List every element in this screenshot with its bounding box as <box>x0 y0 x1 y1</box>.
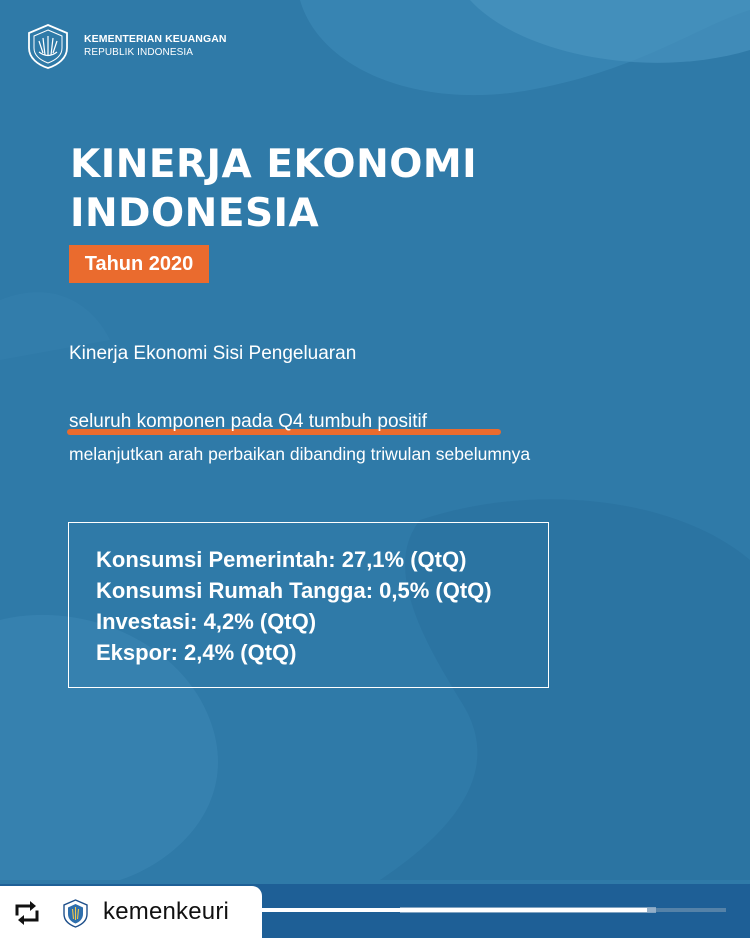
account-username[interactable]: kemenkeuri <box>103 898 230 925</box>
stats-list <box>96 544 492 668</box>
description-text: melanjutkan arah perbaikan dibanding triwulan sebelumnya <box>69 444 531 464</box>
title-line2: INDONESIA <box>70 191 320 236</box>
highlight-text: seluruh komponen pada Q4 tumbuh positif <box>69 411 428 432</box>
repost-badge[interactable] <box>0 886 262 938</box>
repost-icon[interactable] <box>13 899 41 927</box>
title-line1: KINERJA EKONOMI <box>70 142 478 187</box>
year-badge: Tahun 2020 <box>69 245 209 283</box>
subtitle: Kinerja Ekonomi Sisi Pengeluaran <box>69 343 357 364</box>
page-title <box>70 140 630 238</box>
org-name-line1: KEMENTERIAN KEUANGAN <box>84 33 227 45</box>
ministry-emblem-icon <box>24 22 72 70</box>
stat-investment: Investasi: 4,2% (QtQ) <box>96 609 317 634</box>
header <box>24 22 227 70</box>
stats-box <box>68 522 549 688</box>
progress-fill <box>262 908 647 912</box>
organization-name <box>84 33 227 59</box>
org-name-line2: REPUBLIK INDONESIA <box>84 47 194 58</box>
ministry-emblem-icon <box>60 898 91 929</box>
stat-government-consumption: Konsumsi Pemerintah: 27,1% (QtQ) <box>96 547 467 572</box>
stat-export: Ekspor: 2,4% (QtQ) <box>96 640 297 665</box>
stat-household-consumption: Konsumsi Rumah Tangga: 0,5% (QtQ) <box>96 578 492 603</box>
